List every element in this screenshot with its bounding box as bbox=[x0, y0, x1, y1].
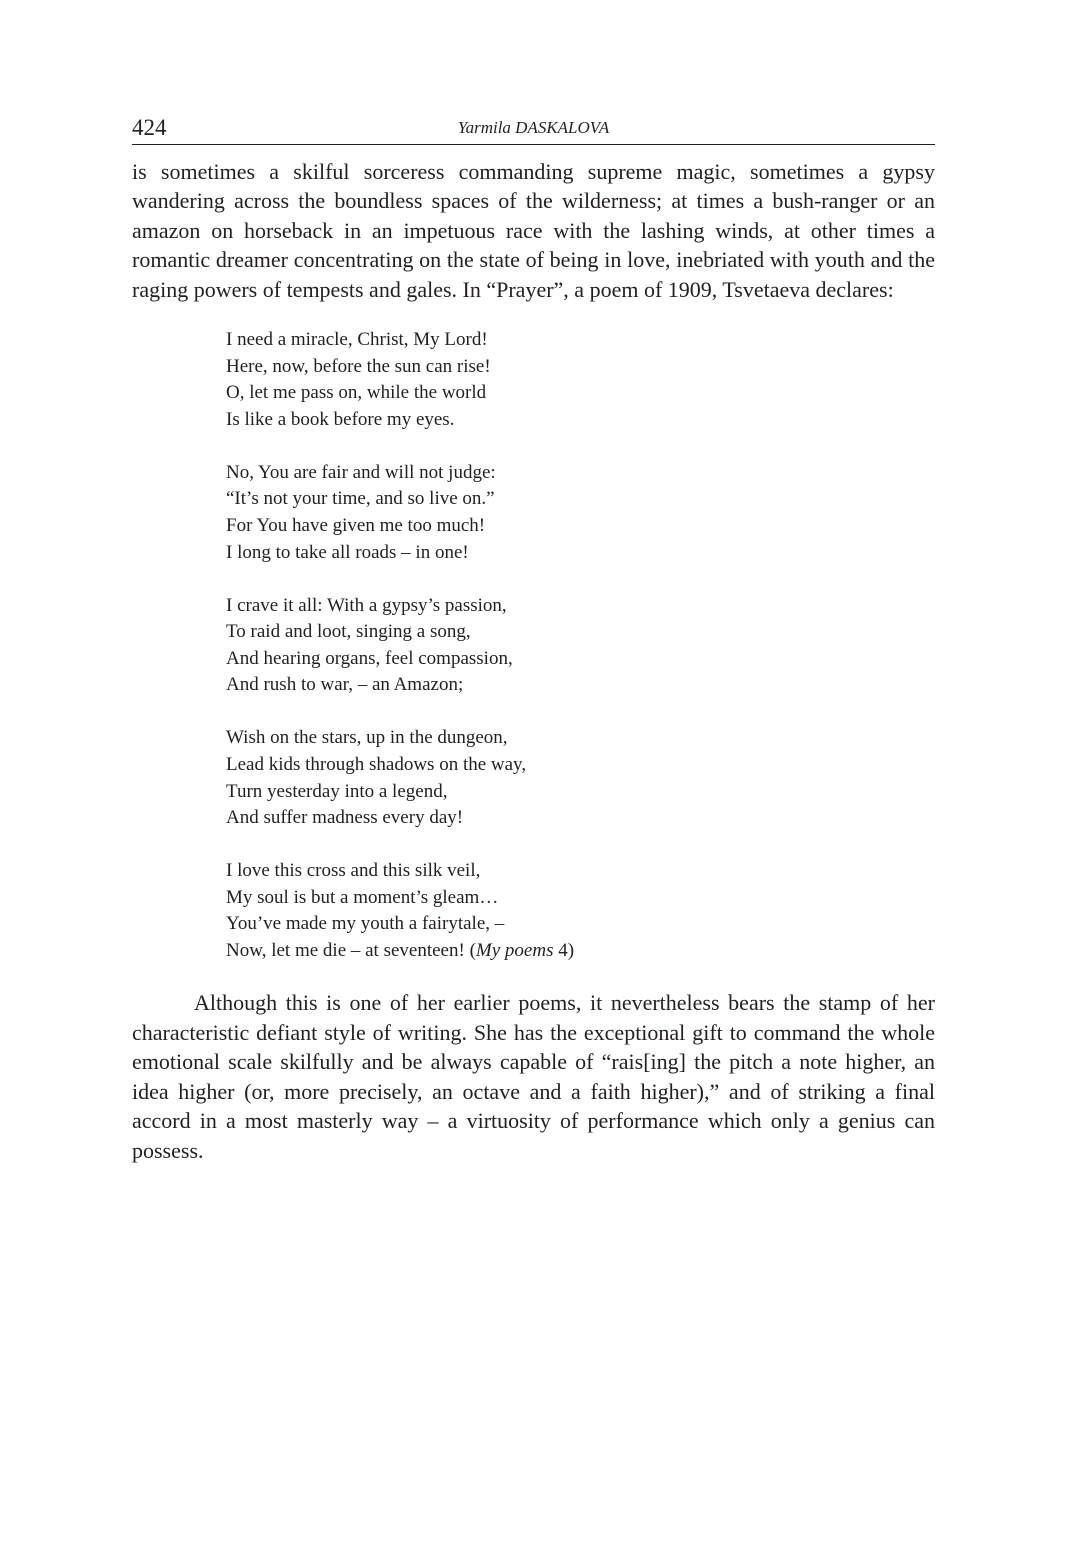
poem-line: You’ve made my youth a fairytale, – bbox=[226, 913, 505, 935]
poem-stanza-4 bbox=[226, 725, 935, 831]
poem-line: “It’s not your time, and so live on.” bbox=[226, 488, 495, 510]
poem-line: Lead kids through shadows on the way, bbox=[226, 753, 527, 775]
poem-line: Wish on the stars, up in the dungeon, bbox=[226, 727, 508, 749]
poem-stanza-3 bbox=[226, 593, 935, 699]
poem-line: I crave it all: With a gypsy’s passion, bbox=[226, 594, 507, 616]
citation-page: 4) bbox=[553, 939, 575, 961]
body-paragraph-2: Although this is one of her earlier poems, it nevertheless bears the stamp of her characteristic defiant style of writing. She has the exceptional gift to command the whole emotional scale skilfully and be always capable of “rais[ing] the pitch a note higher, an idea higher (or, more precisely, an octave and a faith higher),” and of striking a final accord in a most masterly way – a virtuosity of performance which only a genius can possess. bbox=[132, 990, 935, 1163]
poem-line: Is like a book before my eyes. bbox=[226, 408, 455, 430]
poem-last-line bbox=[226, 938, 935, 965]
poem-stanza-2 bbox=[226, 460, 935, 566]
poem-line: My soul is but a moment’s gleam… bbox=[226, 886, 499, 908]
poem-line: Here, now, before the sun can rise! bbox=[226, 355, 491, 377]
poem-line: To raid and loot, singing a song, bbox=[226, 621, 471, 643]
citation-title: My poems bbox=[475, 939, 554, 961]
poem-line: And suffer madness every day! bbox=[226, 807, 464, 829]
poem-line: O, let me pass on, while the world bbox=[226, 382, 487, 404]
running-header bbox=[132, 112, 935, 145]
poem-line: Turn yesterday into a legend, bbox=[226, 780, 448, 802]
poem-line: I need a miracle, Christ, My Lord! bbox=[226, 329, 488, 351]
poem-line: And rush to war, – an Amazon; bbox=[226, 674, 464, 696]
poem-line: I love this cross and this silk veil, bbox=[226, 860, 481, 882]
page bbox=[132, 112, 935, 1165]
body-paragraph-1: is sometimes a skilful sorceress commanding supreme magic, sometimes a gypsy wandering across the boundless spaces of the wilderness; at times a bush-ranger or an amazon on horseback in an impetuous race with the lashing winds, at other times a romantic dreamer concentrating on the state of being in love, inebriated with youth and the raging powers of tempests and gales. In “Prayer”, a poem of 1909, Tsvetaeva declares: bbox=[132, 159, 935, 302]
poem-line: I long to take all roads – in one! bbox=[226, 541, 469, 563]
poem-last-line-text: Now, let me die – at seventeen! ( bbox=[226, 939, 476, 961]
poem-stanza-5 bbox=[226, 858, 935, 964]
poem-line: And hearing organs, feel compassion, bbox=[226, 647, 513, 669]
poem-line: No, You are fair and will not judge: bbox=[226, 461, 496, 483]
poem-block bbox=[226, 327, 935, 964]
running-author: Yarmila DASKALOVA bbox=[457, 118, 610, 137]
poem-line: For You have given me too much! bbox=[226, 514, 486, 536]
page-number: 424 bbox=[132, 115, 167, 140]
poem-stanza-1 bbox=[226, 327, 935, 433]
